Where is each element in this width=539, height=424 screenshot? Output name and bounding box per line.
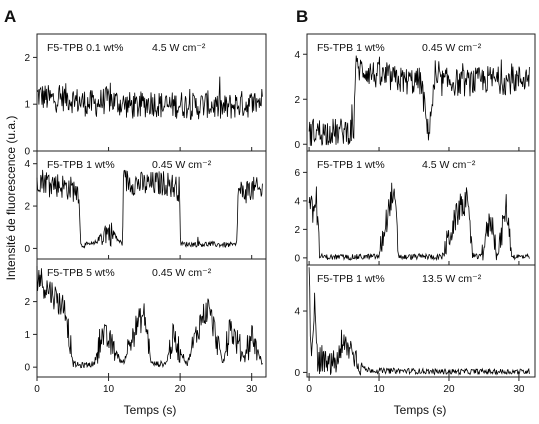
panel-a-1: [24, 34, 266, 158]
y-axis-title: Intensité de fluorescence (u.a.): [4, 115, 18, 281]
power-label: 0.45 W cm⁻²: [152, 267, 212, 279]
panel-b-2: [294, 151, 535, 265]
y-tick-label: 6: [294, 167, 300, 179]
x-tick-label: 0: [34, 384, 40, 395]
power-label: 0.45 W cm⁻²: [152, 159, 212, 171]
y-tick-label: 2: [294, 224, 300, 236]
y-tick-label: 2: [24, 201, 30, 213]
x-tick-label: 10: [103, 384, 115, 395]
y-tick-label: 0: [24, 243, 30, 255]
x-tick-label: 10: [373, 384, 385, 395]
y-tick-label: 0: [24, 146, 30, 158]
y-tick-label: 0: [294, 253, 300, 265]
x-tick-label: 20: [443, 384, 455, 395]
y-tick-label: 2: [294, 94, 300, 106]
fluorescence-trace: [309, 56, 529, 146]
y-tick-label: 0: [24, 362, 30, 374]
y-tick-label: 4: [294, 49, 300, 61]
power-label: 4.5 W cm⁻²: [152, 42, 206, 54]
fluorescence-trace: [37, 266, 262, 368]
panel-letter-b: B: [296, 7, 309, 26]
fluorescence-trace: [37, 170, 262, 248]
y-tick-label: 4: [24, 159, 30, 171]
x-tick-label: 0: [306, 384, 312, 395]
chart-panels: [24, 34, 535, 395]
x-axis-title-a: Temps (s): [123, 403, 177, 417]
power-label: 4.5 W cm⁻²: [422, 159, 476, 171]
power-label: 13.5 W cm⁻²: [422, 273, 482, 285]
x-axis-title-b: Temps (s): [393, 403, 447, 417]
panel-letter-a: A: [4, 7, 17, 26]
y-tick-label: 1: [24, 99, 30, 111]
y-tick-label: 4: [294, 306, 300, 318]
y-tick-label: 0: [294, 367, 300, 379]
sample-label: F5-TPB 1 wt%: [317, 273, 385, 285]
sample-label: F5-TPB 1 wt%: [47, 159, 115, 171]
y-tick-label: 2: [24, 52, 30, 64]
sample-label: F5-TPB 0.1 wt%: [47, 42, 124, 54]
panel-a-3: [24, 259, 266, 395]
panel-b-1: [294, 34, 535, 151]
fluorescence-trace: [309, 183, 529, 261]
sample-label: F5-TPB 5 wt%: [47, 267, 115, 279]
x-tick-label: 30: [246, 384, 258, 395]
sample-label: F5-TPB 1 wt%: [317, 159, 385, 171]
power-label: 0.45 W cm⁻²: [422, 42, 482, 54]
y-tick-label: 0: [294, 139, 300, 151]
y-tick-label: 2: [24, 297, 30, 309]
fluorescence-trace: [37, 77, 262, 120]
panel-b-3: [294, 265, 535, 395]
panel-a-2: [24, 151, 266, 259]
x-tick-label: 30: [513, 384, 525, 395]
x-tick-label: 20: [174, 384, 186, 395]
y-tick-label: 1: [24, 329, 30, 341]
sample-label: F5-TPB 1 wt%: [317, 42, 385, 54]
y-tick-label: 4: [294, 196, 300, 208]
